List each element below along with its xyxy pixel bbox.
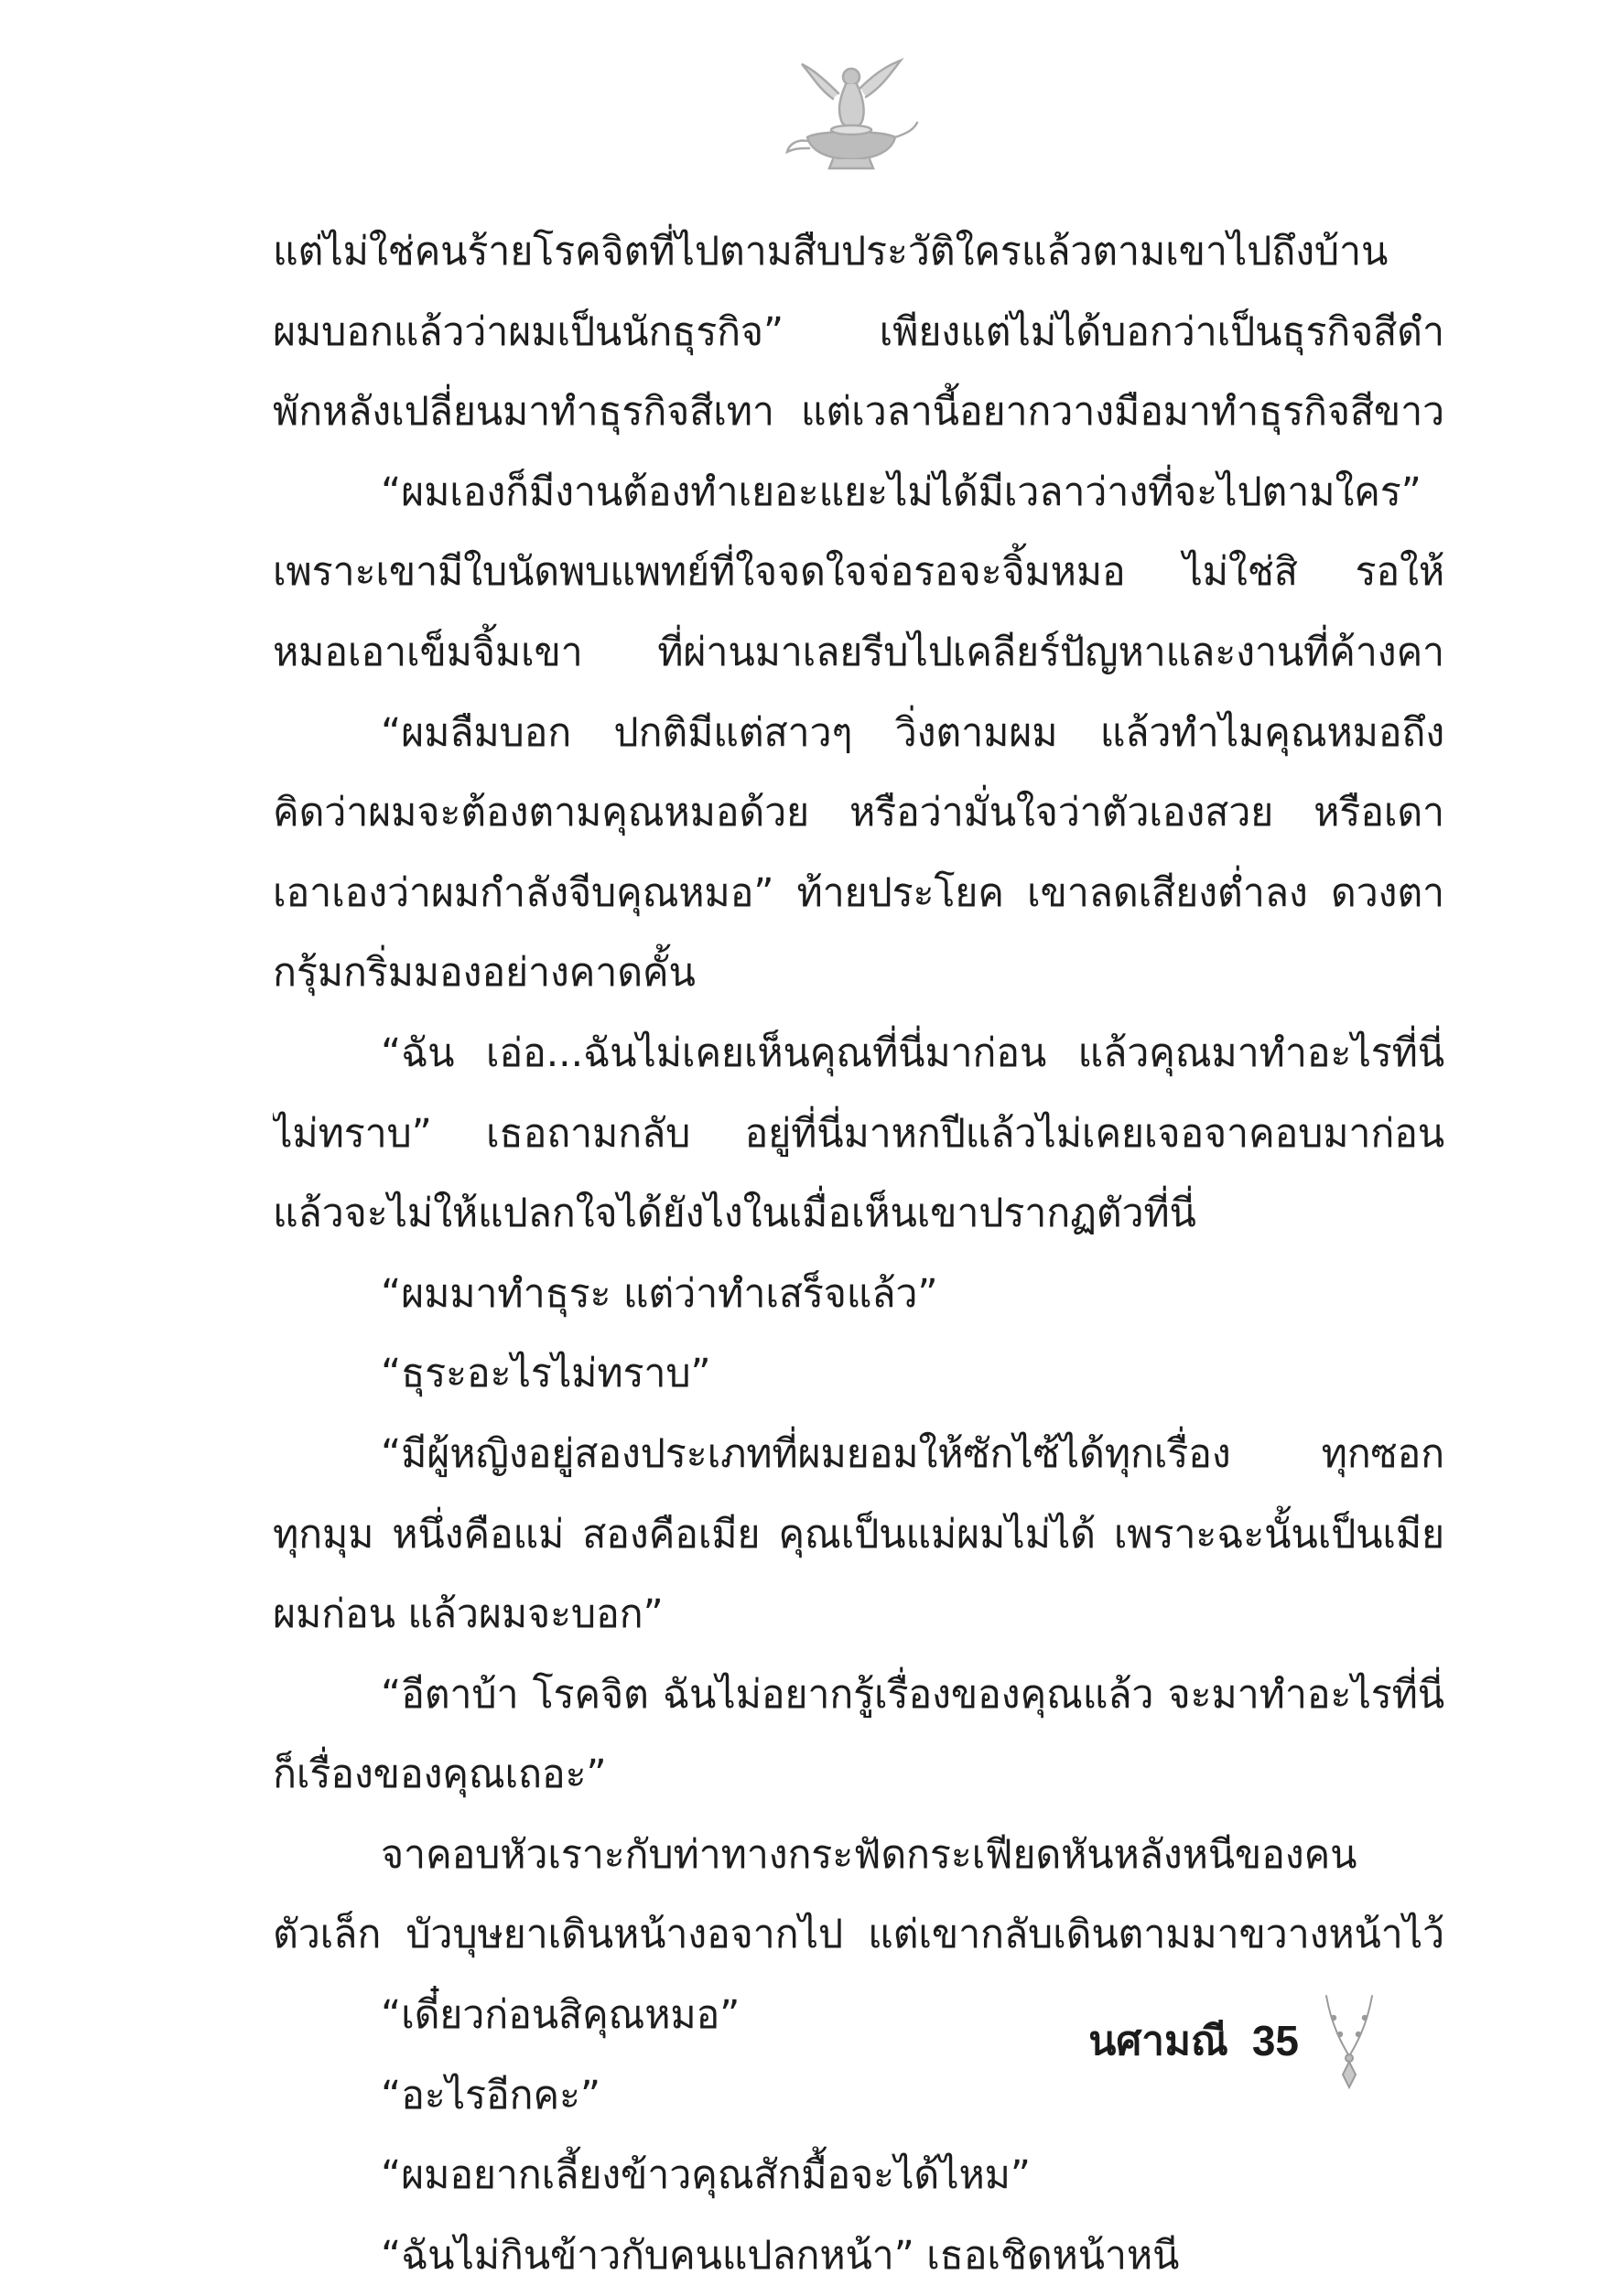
body-text bbox=[273, 212, 1444, 2296]
running-title: นศามณี bbox=[1088, 2018, 1228, 2064]
text-line: “ฉัน เอ่อ...ฉันไม่เคยเห็นคุณที่นี่มาก่อน แล้วคุณมาทำอะไรที่นี่ bbox=[381, 1029, 1444, 1076]
text-line: “อะไรอีกคะ” bbox=[381, 2072, 600, 2118]
text-line: หมอเอาเข็มจิ้มเขา ที่ผ่านมาเลยรีบไปเคลียร์ปัญหาและงานที่ค้างคา bbox=[273, 629, 1444, 675]
text-line: ตัวเล็ก บัวบุษยาเดินหน้างอจากไป แต่เขากลับเดินตามมาขวางหน้าไว้ bbox=[273, 1912, 1444, 1958]
text-line: “ธุระอะไรไม่ทราบ” bbox=[381, 1351, 711, 1397]
text-line: จาคอบหัวเราะกับท่าทางกระฟัดกระเฟียดหันหลังหนีของคน bbox=[381, 1831, 1357, 1878]
text-line: แต่ไม่ใช่คนร้ายโรคจิตที่ไปตามสืบประวัติใครแล้วตามเขาไปถึงบ้าน bbox=[273, 229, 1389, 275]
text-line: ผมก่อน แล้วผมจะบอก” bbox=[273, 1591, 664, 1638]
page-number: 35 bbox=[1251, 2017, 1299, 2064]
text-line: กรุ้มกริ่มมองอย่างคาดคั้น bbox=[273, 950, 696, 997]
text-line: ก็เรื่องของคุณเถอะ” bbox=[273, 1752, 607, 1798]
text-line: “เดี๋ยวก่อนสิคุณหมอ” bbox=[381, 1992, 741, 2039]
necklace-pendant-icon bbox=[1323, 1990, 1376, 2091]
text-line: พักหลังเปลี่ยนมาทำธุรกิจสีเทา แต่เวลานี้อยากวางมือมาทำธุรกิจสีขาว bbox=[273, 389, 1444, 436]
text-line: “ผมอยากเลี้ยงข้าวคุณสักมื้อจะได้ไหม” bbox=[381, 2152, 1031, 2199]
text-line: คิดว่าผมจะต้องตามคุณหมอด้วย หรือว่ามั่นใจว่าตัวเองสวย หรือเดา bbox=[273, 790, 1444, 836]
text-line: “ผมมาทำธุระ แต่ว่าทำเสร็จแล้ว” bbox=[381, 1270, 938, 1317]
text-line: เพราะเขามีใบนัดพบแพทย์ที่ใจจดใจจ่อรอจะจิ้มหมอ ไม่ใช่สิ รอให้ bbox=[273, 549, 1444, 596]
text-line: “ผมเองก็มีงานต้องทำเยอะแยะไม่ได้มีเวลาว่างที่จะไปตามใคร” bbox=[381, 469, 1422, 515]
text-line: ทุกมุม หนึ่งคือแม่ สองคือเมีย คุณเป็นแม่ผมไม่ได้ เพราะฉะนั้นเป็นเมีย bbox=[273, 1511, 1444, 1558]
text-line: แล้วจะไม่ให้แปลกใจได้ยังไงในเมื่อเห็นเขาปรากฏตัวที่นี่ bbox=[273, 1191, 1196, 1237]
angel-lamp-icon bbox=[782, 57, 919, 172]
text-line: ผมบอกแล้วว่าผมเป็นนักธุรกิจ” เพียงแต่ไม่ได้บอกว่าเป็นธุรกิจสีดำ bbox=[273, 308, 1444, 355]
text-line: “อีตาบ้า โรคจิต ฉันไม่อยากรู้เรื่องของคุณแล้ว จะมาทำอะไรที่นี่ bbox=[381, 1671, 1444, 1718]
page-footer bbox=[1088, 1995, 1376, 2086]
text-line: เอาเองว่าผมกำลังจีบคุณหมอ” ท้ายประโยค เขาลดเสียงต่ำลง ดวงตา bbox=[273, 869, 1444, 916]
text-line: “มีผู้หญิงอยู่สองประเภทที่ผมยอมให้ซักไซ้ได้ทุกเรื่อง ทุกซอก bbox=[381, 1430, 1444, 1477]
text-line: “ผมลืมบอก ปกติมีแต่สาวๆ วิ่งตามผม แล้วทำไมคุณหมอถึง bbox=[381, 709, 1444, 756]
text-line: ไม่ทราบ” เธอถามกลับ อยู่ที่นี่มาหกปีแล้วไม่เคยเจอจาคอบมาก่อน bbox=[273, 1110, 1444, 1157]
text-line: “ฉันไม่กินข้าวกับคนแปลกหน้า” เธอเชิดหน้าหนี bbox=[381, 2232, 1180, 2279]
